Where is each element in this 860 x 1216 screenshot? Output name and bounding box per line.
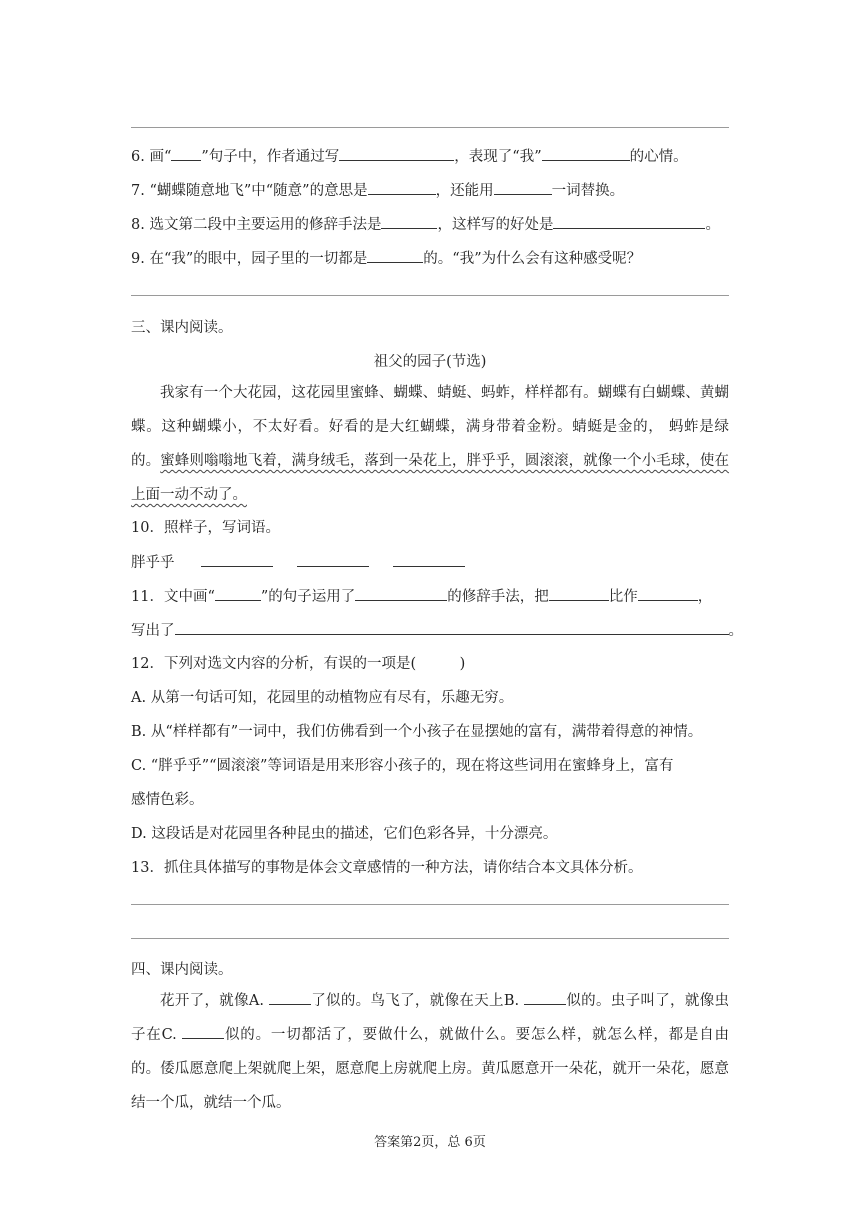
option-c-cont[interactable]: 感情色彩。 <box>131 792 204 808</box>
answer-blank[interactable] <box>381 214 437 229</box>
answer-blank[interactable] <box>542 146 630 161</box>
option-d[interactable]: D. 这段话是对花园里各种昆虫的描述，它们色彩各异，十分漂亮。 <box>131 826 558 842</box>
answer-blank[interactable] <box>524 990 566 1005</box>
question-10-answers: 胖乎乎 <box>131 552 465 573</box>
passage-title: 祖父的园子(节选) <box>373 354 487 370</box>
answer-blank[interactable] <box>553 214 705 229</box>
answer-blank[interactable] <box>638 586 698 601</box>
passage-paragraph: 我家有一个大花园，这花园里蜜蜂、蝴蝶、蜻蜓、蚂蚱，样样都有。蝴蝶有白蝴蝶、黄蝴蝶。这种蝴蝶小，不太好看。好看的是大红蝴蝶，满身带着金粉。蜻蜓是金的， 蚂蚱是绿的。蜜蜂则嗡嗡地飞着，满身绒毛，落到一朵花上，胖乎乎，圆滚滚，就像一个小毛球，使在上面一动不动了。 <box>131 385 730 503</box>
answer-line[interactable] <box>131 904 729 905</box>
option-a[interactable]: A. 从第一句话可知，花园里的动植物应有尽有，乐趣无穷。 <box>131 690 514 706</box>
section-heading: 三、课内阅读。 <box>131 320 233 336</box>
answer-blank[interactable] <box>175 620 729 635</box>
section-heading: 四、课内阅读。 <box>131 962 233 978</box>
question-12: 12．下列对选文内容的分析，有误的一项是( ) <box>131 656 466 672</box>
answer-blank[interactable] <box>269 990 311 1005</box>
option-c[interactable]: C. “胖乎乎”“圆滚滚”等词语是用来形容小孩子的，现在将这些词用在蜜蜂身上，富有 <box>131 758 674 774</box>
answer-line[interactable] <box>131 938 729 939</box>
answer-blank[interactable] <box>339 146 454 161</box>
question-7: 7. “蝴蝶随意地飞”中“随意”的意思是 ，还能用 一词替换。 <box>131 180 624 201</box>
answer-blank[interactable] <box>297 552 369 567</box>
answer-blank[interactable] <box>171 146 201 161</box>
answer-blank[interactable] <box>201 552 273 567</box>
answer-blank[interactable] <box>549 586 609 601</box>
question-10: 10．照样子，写词语。 <box>131 520 280 536</box>
answer-blank[interactable] <box>215 586 261 601</box>
separator-top <box>131 127 729 128</box>
answer-blank[interactable] <box>393 552 465 567</box>
answer-line[interactable] <box>131 295 729 296</box>
passage-paragraph: 花开了，就像A. 了似的。鸟飞了，就像在天上B. 似的。虫子叫了，就像虫子在C. 似的。一切都活了，要做什么，就做什么。要怎么样，就怎么样，都是自由的。倭瓜愿意爬上架就爬上架，愿意爬上房就爬上房。黄瓜愿意开一朵花，就开一朵花，愿意结一个瓜，就结一个瓜。 <box>131 984 729 1120</box>
question-6: 6. 画“ ”句子中，作者通过写 ，表现了“我” 的心情。 <box>131 146 688 167</box>
question-8: 8. 选文第二段中主要运用的修辞手法是 ，这样写的好处是 。 <box>131 214 720 235</box>
page-footer: 答案第2页，总 6页 <box>374 1135 486 1150</box>
answer-blank[interactable] <box>368 180 436 195</box>
answer-blank[interactable] <box>494 180 552 195</box>
question-13: 13．抓住具体描写的事物是体会文章感情的一种方法，请你结合本文具体分析。 <box>131 860 643 876</box>
answer-blank[interactable] <box>355 586 447 601</box>
question-11-cont: 写出了 。 <box>131 620 743 641</box>
answer-blank[interactable] <box>367 248 423 263</box>
option-b[interactable]: B. 从“样样都有”一词中，我们仿佛看到一个小孩子在显摆她的富有，满带着得意的神情。 <box>131 724 703 740</box>
question-9: 9. 在“我”的眼中，园子里的一切都是 的。“我”为什么会有这种感受呢？ <box>131 248 641 269</box>
answer-blank[interactable] <box>182 1024 224 1039</box>
wavy-underlined-sentence: 蜜蜂则嗡嗡地飞着，满身绒毛，落到一朵花上，胖乎乎，圆滚滚，就像一个小毛球，使在上面一动不动了。 <box>131 453 730 503</box>
question-11: 11．文中画“ ”的句子运用了 的修辞手法，把 比作 ， <box>131 586 712 607</box>
